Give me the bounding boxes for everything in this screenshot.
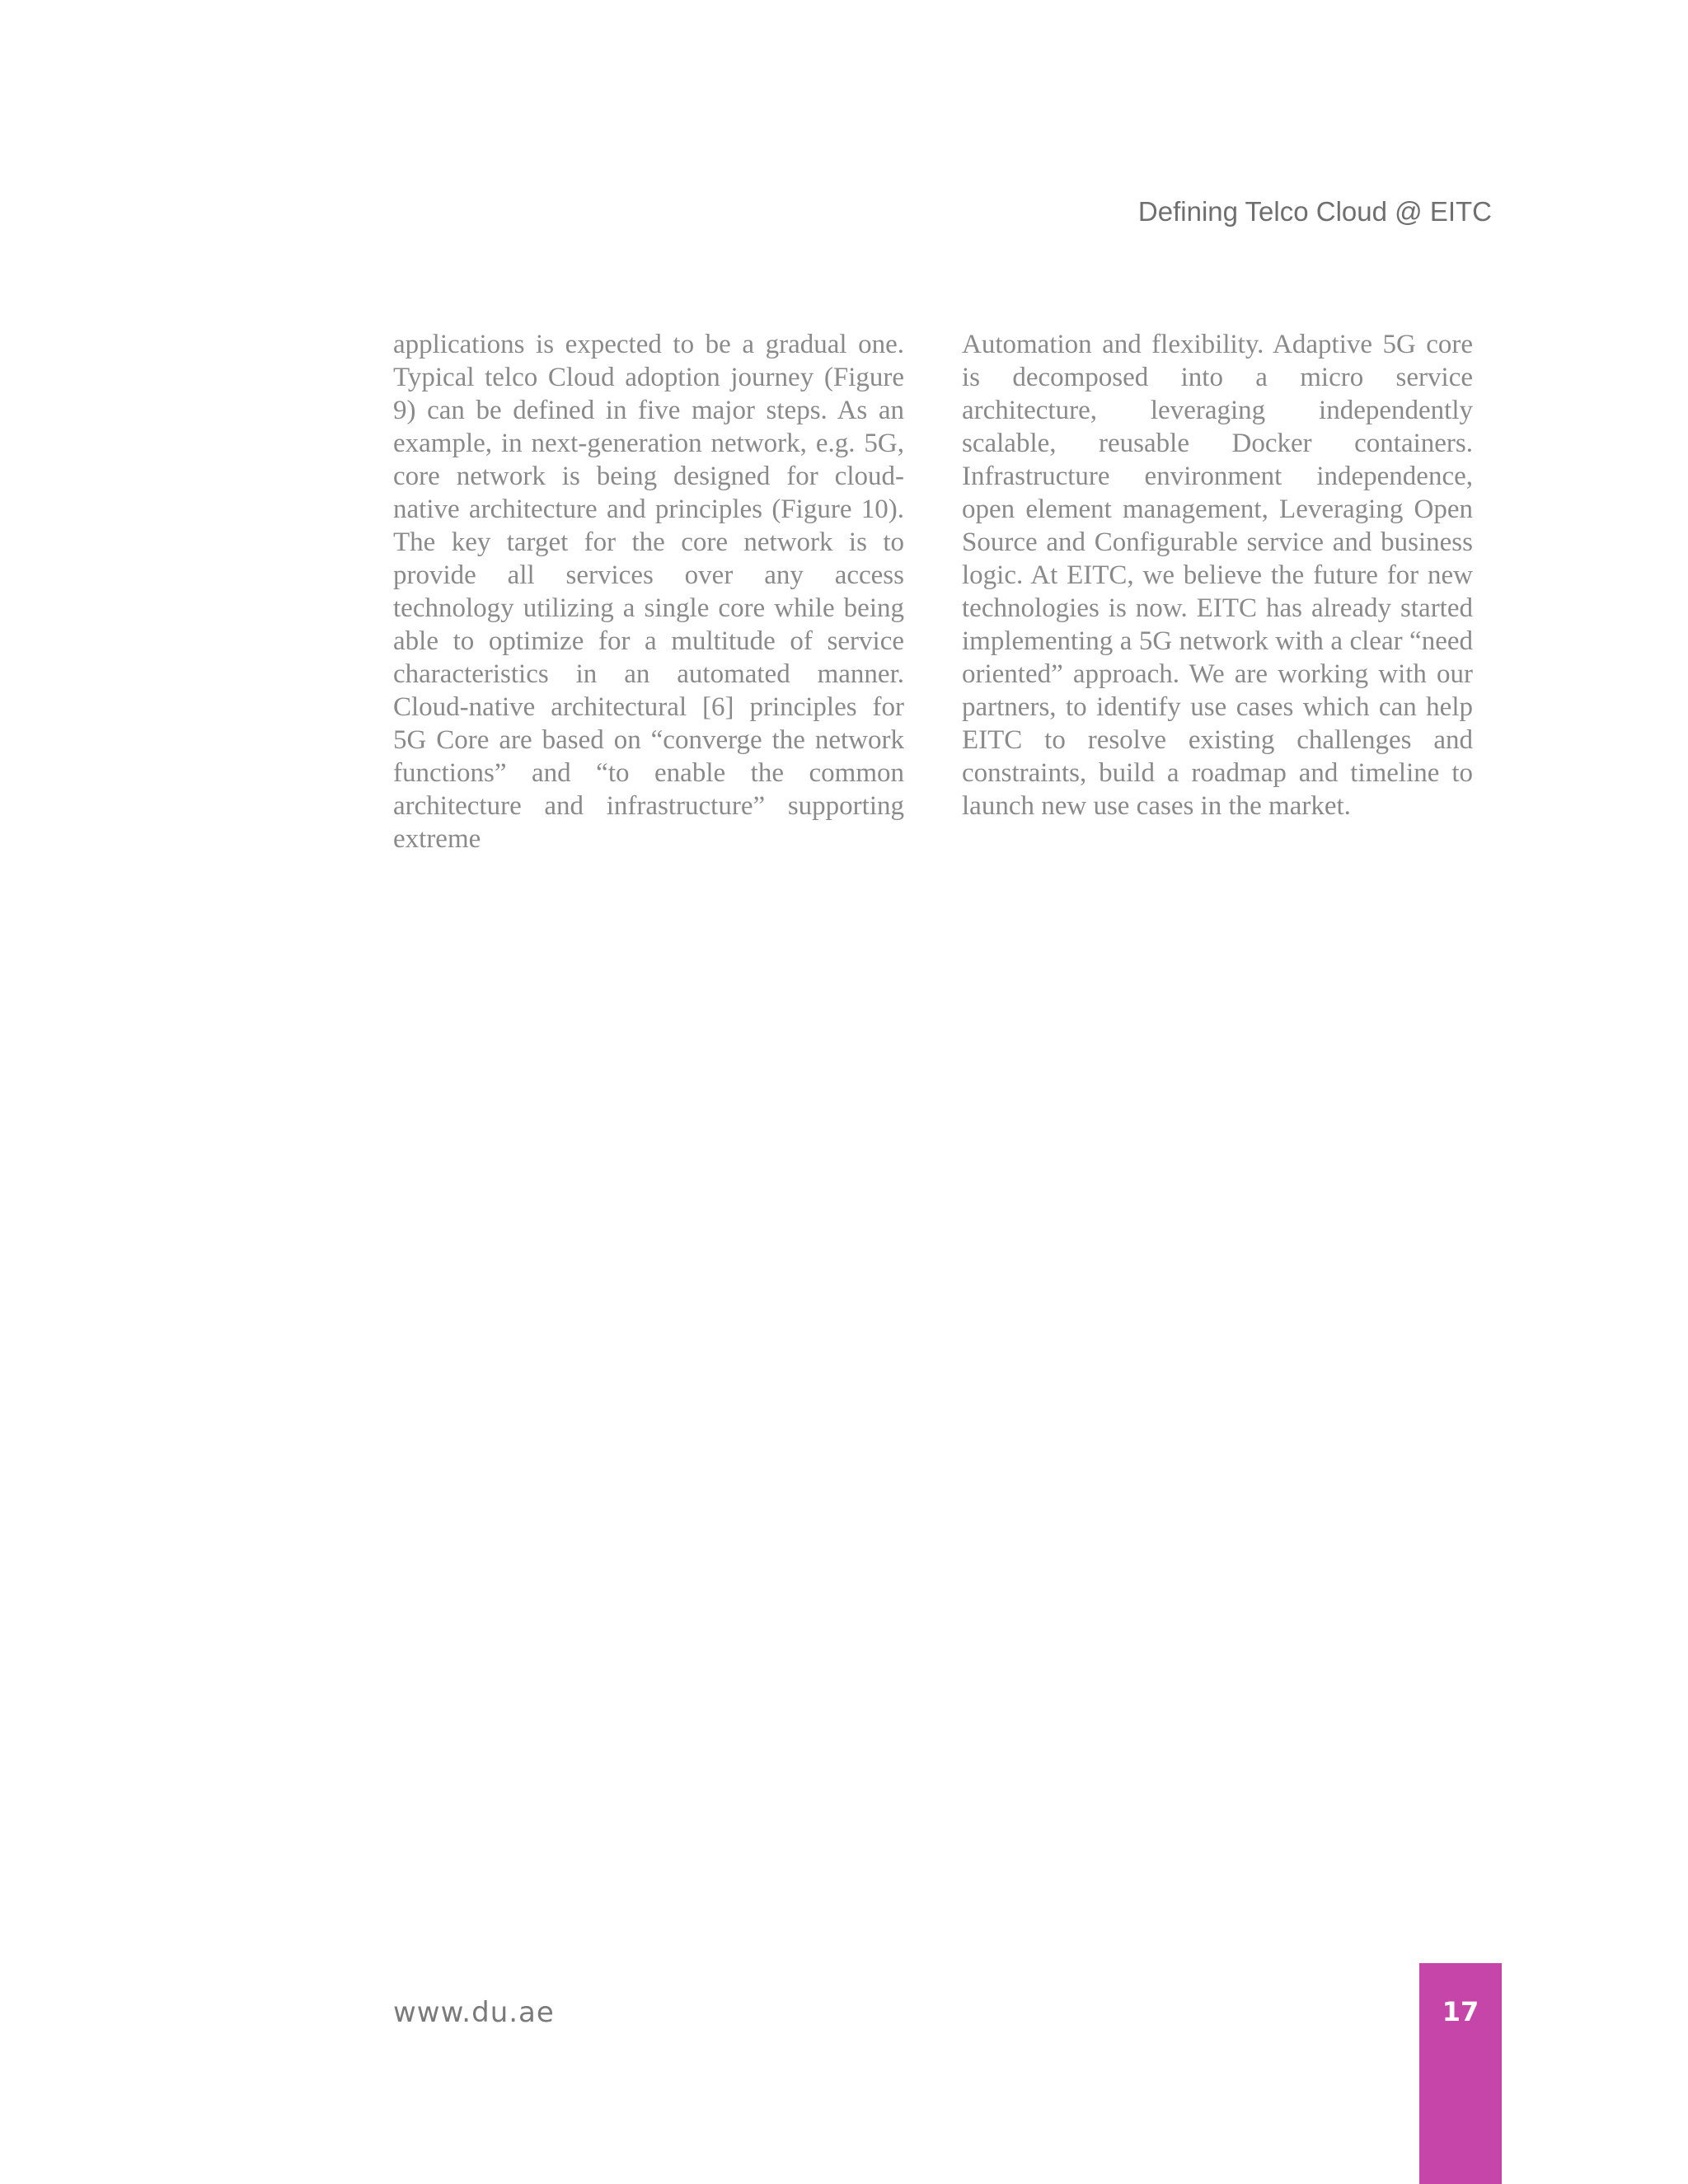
body-paragraph-right: Automation and flexibility. Adaptive 5G core is decomposed into a micro service architecture, leveraging independently scalable, reusable Docker containers. Infrastructure environment independence, open element management, Leveraging Open Source and Configurable service and business logic. At EITC, we believe the future for new technologies is now. EITC has already started implementing a 5G network with a clear “need oriented” approach. We are working with our partners, to identify use cases which can help EITC to resolve existing challenges and constraints, build a roadmap and timeline to launch new use cases in the market.	[962, 330, 1473, 821]
footer-website-link[interactable]: www.du.ae	[393, 1996, 555, 2029]
body-paragraph-left: applications is expected to be a gradual one. Typical telco Cloud adoption journey (Figure 9) can be defined in five major steps. As an example, in next-generation network, e.g. 5G, core network is being designed for cloud-native architecture and principles (Figure 10). The key target for the core network is to provide all services over any access technology utilizing a single core while being able to optimize for a multitude of service characteristics in an automated manner. Cloud-native architectural [6] principles for 5G Core are based on “converge the network functions” and “to enable the common architecture and infrastructure” supporting extreme	[393, 330, 904, 854]
text-column-right	[962, 328, 1473, 823]
text-column-left	[393, 328, 904, 855]
page-number-tab	[1419, 1963, 1502, 2184]
running-header: Defining Telco Cloud @ EITC	[1137, 196, 1492, 227]
page-number: 17	[1442, 1996, 1479, 2027]
